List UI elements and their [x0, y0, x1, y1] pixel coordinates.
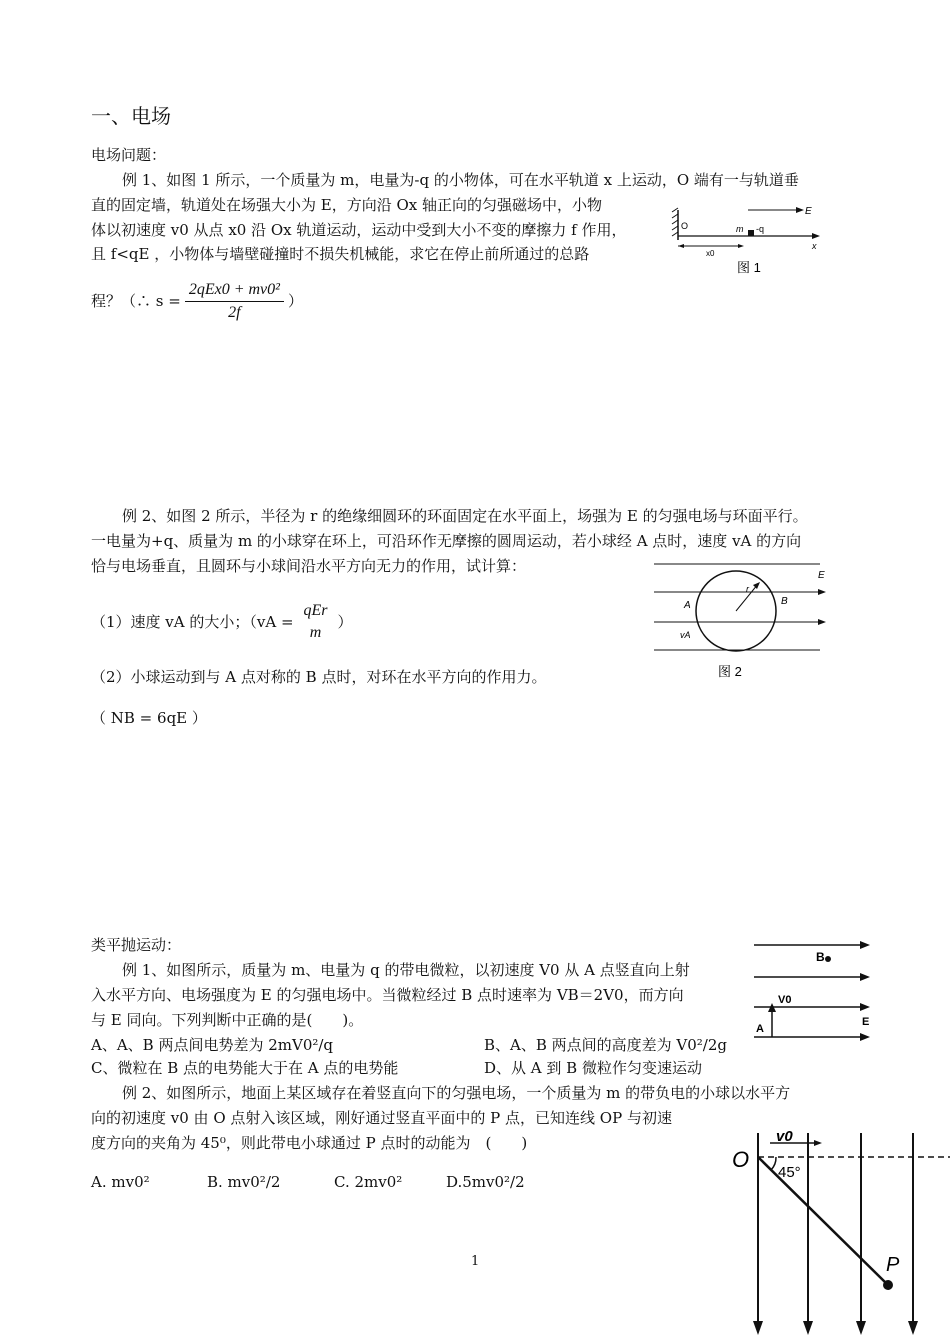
- fig2-label-va: vA: [680, 630, 691, 640]
- p2-option-c: C. 2mv0²: [334, 1173, 403, 1191]
- figure-projectile-1: [750, 935, 875, 1047]
- fig-p1-label-e: E: [862, 1016, 870, 1028]
- figure-projectile-2: [728, 1125, 950, 1340]
- fig-p1-label-v0: V0: [778, 994, 792, 1006]
- fig2-label-b: B: [781, 596, 788, 607]
- p2-option-d: D.5mv0²/2: [446, 1173, 525, 1191]
- ex2-q2: （2）小球运动到与 A 点对称的 B 点时，对环在水平方向的作用力。: [91, 668, 547, 686]
- fig1-label-x: x: [812, 241, 817, 251]
- fig-p1-label-a: A: [756, 1023, 764, 1035]
- p1-option-c: C、微粒在 B 点的电势能大于在 A 点的电势能: [91, 1059, 399, 1077]
- fig2-label-a: A: [684, 600, 691, 611]
- p1-line3: 与 E 同向。下列判断中正确的是( )。: [91, 1011, 364, 1029]
- fig2-caption: 图 2: [718, 664, 742, 679]
- fig-p2-label-o: O: [732, 1147, 750, 1172]
- p2-line2: 向的初速度 v0 由 O 点射入该区域，刚好通过竖直平面中的 P 点，已知连线 OP 与初速: [91, 1109, 672, 1127]
- fig-p1-label-b: B: [816, 950, 825, 964]
- ex2-q1-fraction: [300, 600, 332, 644]
- proj-heading: 类平抛运动：: [91, 936, 182, 954]
- fig1-label-x0: x0: [706, 249, 715, 258]
- ex2-line2: 一电量为+q、质量为 m 的小球穿在环上，可沿环作无摩擦的圆周运动，若小球经 A 点时，速度 vA 的方向: [91, 532, 802, 550]
- fig1-label-o: O: [681, 221, 689, 231]
- elec-heading: 电场问题：: [91, 146, 167, 164]
- ex1-line4: 且 f<qE ，小物体与墙壁碰撞时不损失机械能，求它在停止前所通过的总路: [91, 245, 590, 263]
- p1-line2: 入水平方向、电场强度为 E 的匀强电场中。当微粒经过 B 点时速率为 VB＝2V0，而方向: [91, 986, 684, 1004]
- ex2-q1-denominator: m: [309, 624, 322, 641]
- page-number: 1: [471, 1254, 480, 1269]
- p2-option-b: B. mv0²/2: [207, 1173, 281, 1191]
- ex1-answer-fraction: [185, 279, 284, 324]
- p2-line3: 度方向的夹角为 45⁰，则此带电小球通过 P 点时的动能为 ( ): [91, 1134, 528, 1152]
- ex1-fraction-numerator: 2qEx0 + mv0²: [185, 279, 284, 302]
- fig1-label-charge: -q: [756, 224, 765, 234]
- ex2-line3: 恰与电场垂直，且圆环与小球间沿水平方向无力的作用，试计算：: [91, 557, 527, 575]
- section-title: 一、电场: [91, 104, 171, 128]
- p2-line1: 例 2、如图所示，地面上某区域存在着竖直向下的匀强电场，一个质量为 m 的带负电的小球以水平方: [122, 1084, 791, 1102]
- p1-option-d: D、从 A 到 B 微粒作匀变速运动: [484, 1059, 702, 1077]
- p1-option-b: B、A、B 两点间的高度差为 V0²/2g: [484, 1036, 728, 1054]
- fig-p2-label-p: P: [886, 1254, 900, 1276]
- p1-option-a: A、A、B 两点间电势差为 2mV0²/q: [91, 1036, 334, 1054]
- p2-option-a: A. mv0²: [91, 1173, 150, 1191]
- ex2-line1: 例 2、如图 2 所示，半径为 r 的绝缘细圆环的环面固定在水平面上，场强为 E 的匀强电场与环面平行。: [122, 507, 808, 525]
- ex1-line3: 体以初速度 v0 从点 x0 沿 Ox 轨道运动，运动中受到大小不变的摩擦力 f 作用，: [91, 221, 627, 239]
- ex1-fraction-denominator: 2f: [228, 303, 241, 321]
- ex2-answer2: （ NB = 6qE ）: [91, 709, 207, 727]
- fig1-label-m: m: [736, 224, 744, 234]
- fig1-label-e: E: [805, 206, 812, 217]
- ex1-line1: 例 1、如图 1 所示，一个质量为 m，电量为-q 的小物体，可在水平轨道 x 上运动，O 端有一与轨道垂: [122, 171, 799, 189]
- p1-line1: 例 1、如图所示，质量为 m、电量为 q 的带电微粒，以初速度 V0 从 A 点竖直向上射: [122, 961, 690, 979]
- ex1-answer-suffix: ）: [287, 292, 303, 310]
- ex2-q1-prefix: （1）速度 vA 的大小；（vA =: [91, 613, 294, 631]
- figure-1: [670, 198, 830, 278]
- fig2-label-r: r: [746, 584, 749, 594]
- ex2-q1-suffix: ）: [337, 613, 353, 631]
- ex2-q1: [91, 597, 353, 647]
- ex1-line2: 直的固定墙，轨道处在场强大小为 E，方向沿 Ox 轴正向的匀强磁场中，小物: [91, 196, 603, 214]
- fig2-label-e: E: [818, 570, 825, 581]
- ex1-answer-prefix: 程？（∴ s =: [91, 292, 181, 310]
- fig1-caption: 图 1: [737, 260, 761, 275]
- fig-p2-label-angle: 45°: [778, 1164, 801, 1181]
- ex1-answer: [91, 277, 303, 325]
- fig-p2-label-v0: v0: [776, 1128, 793, 1145]
- figure-2: [650, 556, 835, 686]
- ex2-q1-numerator: qEr: [303, 602, 328, 619]
